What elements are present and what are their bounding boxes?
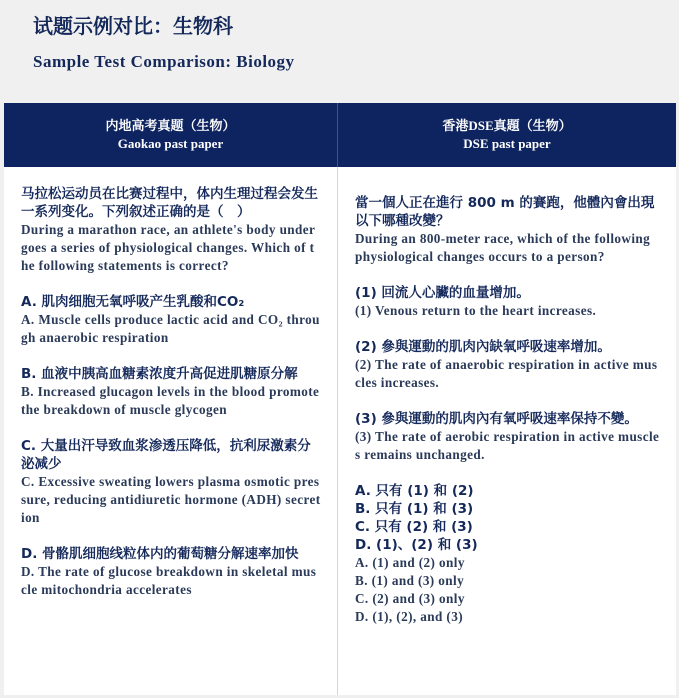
option-cn: D. 骨骼肌细胞线粒体内的葡萄糖分解速率加快: [21, 546, 299, 562]
option-en: D. The rate of glucose breakdown in skeletal muscle mitochondria accelerates: [21, 564, 317, 597]
statement-cn: (2) 參與運動的肌肉內缺氧呼吸速率增加。: [355, 339, 611, 355]
dse-option-en-d: D. (1), (2), and (3): [355, 609, 463, 624]
option-cn: C. 大量出汗导致血浆渗透压降低，抗利尿激素分泌减少: [21, 438, 311, 472]
gaokao-column: [4, 167, 337, 695]
gaokao-option-b: [21, 365, 321, 419]
gaokao-option-c: [21, 437, 321, 527]
dse-column: [338, 167, 676, 695]
header-dse: [338, 103, 676, 167]
dse-option-cn-a: A. 只有 (1) 和 (2): [355, 483, 474, 499]
header-gaokao: [4, 103, 337, 167]
statement-en: (3) The rate of aerobic respiration in active muscles remains unchanged.: [355, 429, 660, 462]
dse-statement-3: [355, 410, 660, 464]
dse-question-en: During an 800-meter race, which of the following physiological changes occurs to a person?: [355, 231, 651, 264]
gaokao-question-cn: 马拉松运动员在比赛过程中，体内生理过程会发生一系列变化。下列叙述正确的是（ ）: [21, 186, 318, 220]
dse-option-cn-d: D. (1)、(2) 和 (3): [355, 537, 478, 553]
header-gaokao-en: Gaokao past paper: [117, 136, 224, 151]
gaokao-option-d: [21, 545, 321, 599]
option-en: B. Increased glucagon levels in the blood promote the breakdown of muscle glycogen: [21, 384, 320, 417]
option-cn: A. 肌肉细胞无氧呼吸产生乳酸和CO₂: [21, 294, 245, 310]
gaokao-question-en: During a marathon race, an athlete's body undergoes a series of physiological changes. Which of the following statements is correct?: [21, 222, 316, 273]
statement-cn: (1) 回流人心臟的血量增加。: [355, 285, 530, 301]
dse-option-en-b: B. (1) and (3) only: [355, 573, 465, 588]
dse-option-en-a: A. (1) and (2) only: [355, 555, 465, 570]
page-subtitle: Sample Test Comparison: Biology: [33, 52, 295, 71]
gaokao-question: [21, 185, 321, 275]
page-title: 试题示例对比：生物科: [33, 14, 233, 38]
option-en: A. Muscle cells produce lactic acid and CO₂ through anaerobic respiration: [21, 312, 320, 345]
header-dse-cn: 香港DSE真題（生物）: [442, 118, 572, 133]
statement-en: (1) Venous return to the heart increases.: [355, 303, 597, 318]
dse-question-cn: 當一個人正在進行 800 m 的賽跑，他體內會出現以下哪種改變？: [355, 195, 655, 229]
gaokao-option-a: [21, 293, 321, 347]
option-en: C. Excessive sweating lowers plasma osmotic pressure, reducing antidiuretic hormone (ADH) secretion: [21, 474, 321, 525]
dse-options: [355, 482, 660, 626]
dse-statement-1: [355, 284, 660, 320]
dse-option-en-c: C. (2) and (3) only: [355, 591, 465, 606]
option-cn: B. 血液中胰高血糖素浓度升高促进肌糖原分解: [21, 366, 298, 382]
header-gaokao-cn: 内地高考真题（生物）: [105, 118, 236, 133]
dse-question: [355, 194, 660, 266]
dse-option-cn-c: C. 只有 (2) 和 (3): [355, 519, 473, 535]
dse-option-cn-b: B. 只有 (1) 和 (3): [355, 501, 474, 517]
dse-statement-2: [355, 338, 660, 392]
header-dse-en: DSE past paper: [463, 136, 551, 151]
table-header: [4, 103, 676, 167]
statement-en: (2) The rate of anaerobic respiration in active muscles increases.: [355, 357, 658, 390]
statement-cn: (3) 參與運動的肌肉內有氧呼吸速率保持不變。: [355, 411, 638, 427]
comparison-table: [4, 103, 676, 695]
